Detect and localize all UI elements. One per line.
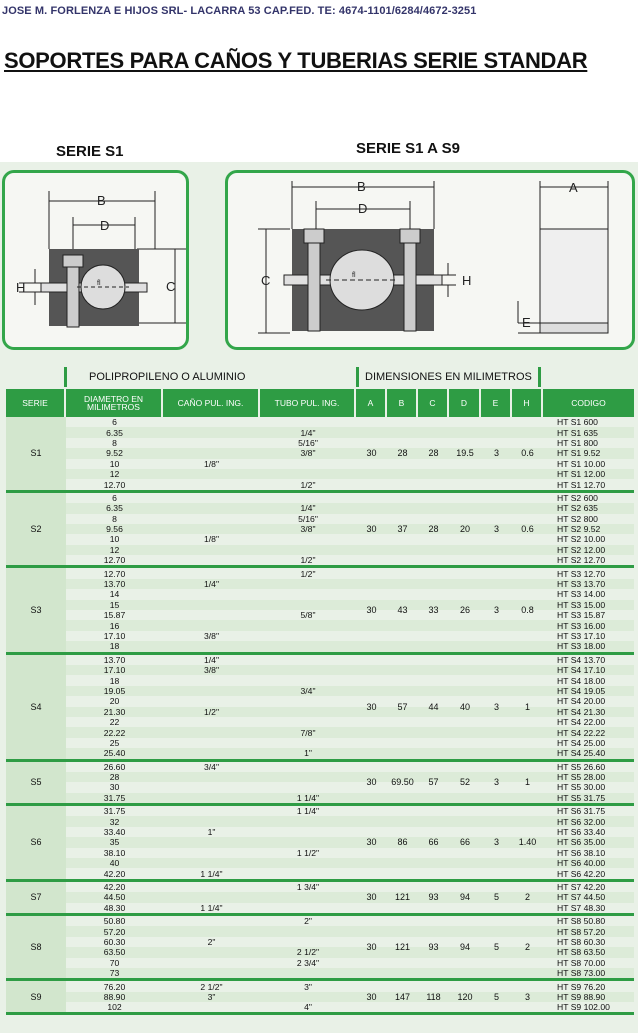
col-codigo: CODIGO	[543, 389, 634, 417]
diametro-cell: 10	[109, 458, 120, 469]
codigo-cell: HT S6 42.20	[557, 868, 606, 879]
dim-c-label-2: C	[261, 273, 271, 288]
dim-b-cell: 121	[394, 942, 411, 953]
diametro-cell: 26.60	[103, 761, 126, 772]
table-header	[6, 389, 634, 417]
codigo-cell: HT S9 88.90	[557, 991, 606, 1002]
dim-c-cell: 93	[428, 942, 439, 953]
table-section-s9	[6, 981, 634, 1015]
serie-label: S5	[6, 762, 66, 804]
diametro-cell: 12.70	[103, 568, 126, 579]
dim-b-cell: 121	[394, 892, 411, 903]
tubo-cell: 3"	[304, 981, 312, 992]
col-b: B	[387, 389, 418, 417]
codigo-cell: HT S4 22.22	[557, 727, 606, 738]
codigo-cell: HT S7 42.20	[557, 881, 606, 892]
dim-c-cell: 33	[428, 605, 439, 616]
codigo-cell: HT S1 12.00	[557, 469, 606, 480]
dim-a-cell: 30	[366, 524, 377, 535]
diametro-cell: 9.52	[106, 448, 123, 459]
codigo-cell: HT S7 44.50	[557, 892, 606, 903]
page-title: SOPORTES PARA CAÑOS Y TUBERIAS SERIE STANDAR	[4, 48, 588, 73]
dim-c-cell: 118	[426, 991, 441, 1002]
dim-a-label: A	[569, 180, 578, 195]
diametro-cell: 31.75	[103, 792, 126, 803]
diametro-cell: 17.10	[103, 631, 126, 641]
cano-cell: 1/2"	[204, 706, 219, 717]
serie-s1-heading: SERIE S1	[56, 143, 124, 160]
codigo-cell: HT S4 25.00	[557, 737, 606, 748]
tubo-cell: 5/8"	[300, 610, 316, 621]
codigo-cell: HT S6 40.00	[557, 858, 606, 869]
dim-h-cell: 0.6	[521, 524, 534, 535]
codigo-cell: HT S1 800	[557, 437, 598, 448]
dim-d-cell: 40	[459, 701, 470, 712]
diametro-cell: 42.20	[103, 868, 126, 879]
dim-c-cell: 28	[428, 448, 439, 459]
diametro-cell: 73	[109, 968, 120, 979]
diametro-cell: 6	[112, 492, 117, 503]
group-left-label: POLIPROPILENO O ALUMINIO	[89, 371, 246, 383]
cano-cell: 1/8"	[204, 458, 219, 469]
cano-cell: 1 1/4"	[200, 868, 223, 879]
dim-b-label-2: B	[357, 179, 366, 194]
dim-a-cell: 30	[366, 892, 377, 903]
codigo-cell: HT S5 28.00	[557, 772, 606, 783]
diametro-cell: 102	[107, 1002, 122, 1013]
codigo-cell: HT S3 17.10	[557, 631, 606, 641]
dim-d-cell: 66	[459, 837, 470, 848]
col-serie: SERIE	[6, 389, 66, 417]
codigo-cell: HT S1 635	[557, 427, 598, 438]
dim-d-cell: 52	[459, 777, 470, 788]
serie-label: S6	[6, 806, 66, 879]
cano-cell: 1/8"	[204, 534, 219, 545]
diametro-cell: 33.40	[103, 827, 126, 838]
codigo-cell: HT S3 15.00	[557, 599, 606, 610]
tubo-cell: 3/8"	[300, 524, 316, 535]
diametro-cell: 19.05	[103, 685, 126, 696]
codigo-cell: HT S8 50.80	[557, 916, 606, 927]
tubo-cell: 1/2"	[300, 568, 316, 579]
cano-cell: 2"	[207, 936, 216, 947]
company-info: JOSE M. FORLENZA E HIJOS SRL- LACARRA 53 CAP.FED. TE: 4674-1101/6284/4672-3251	[2, 5, 477, 17]
dim-h-cell: 2	[524, 942, 530, 953]
diametro-cell: 70	[109, 957, 120, 968]
tubo-cell: 1/2"	[300, 479, 316, 490]
dim-a-cell: 30	[366, 991, 377, 1002]
dim-h-cell: 1.40	[518, 837, 537, 848]
codigo-cell: HT S6 35.00	[557, 837, 606, 848]
table-section-s7	[6, 882, 634, 916]
diametro-cell: 14	[109, 589, 120, 600]
dim-h-cell: 0.8	[521, 605, 534, 616]
dim-a-cell: 30	[366, 605, 377, 616]
codigo-cell: HT S4 17.10	[557, 665, 606, 676]
tubo-cell: 3/4"	[300, 685, 316, 696]
tubo-cell: 1 1/4"	[296, 806, 320, 817]
codigo-cell: HT S8 60.30	[557, 936, 606, 947]
diametro-cell: 25.40	[103, 748, 126, 759]
serie-label: S9	[6, 981, 66, 1012]
diametro-cell: 88.90	[103, 991, 126, 1002]
diametro-cell: 15.87	[103, 610, 126, 621]
diametro-cell: 13.70	[103, 579, 126, 590]
dim-h-cell: 3	[524, 991, 530, 1002]
dim-d-cell: 20	[459, 524, 470, 535]
diametro-cell: 57.20	[103, 926, 126, 937]
dim-b-cell: 147	[394, 991, 411, 1002]
cano-cell: 1"	[207, 827, 216, 838]
col-diametro: DIAMETRO EN MILIMETROS	[66, 389, 163, 417]
table-group-header	[6, 367, 634, 389]
cano-cell: 1/4"	[204, 579, 219, 590]
tubo-cell: 1/4"	[300, 427, 316, 438]
codigo-cell: HT S3 16.00	[557, 620, 606, 631]
codigo-cell: HT S8 70.00	[557, 957, 606, 968]
codigo-cell: HT S2 635	[557, 503, 598, 514]
dim-h-label-2: H	[462, 273, 472, 288]
dim-e-cell: 5	[493, 892, 499, 903]
diametro-cell: 50.80	[103, 916, 126, 927]
cano-cell: 1/4"	[204, 654, 219, 665]
codigo-cell: HT S3 18.00	[557, 641, 606, 652]
table-section-s3	[6, 568, 634, 654]
diametro-cell: 22	[109, 717, 120, 728]
diametro-cell: 28	[109, 772, 120, 783]
dim-e-label: E	[522, 315, 531, 330]
codigo-cell: HT S2 600	[557, 492, 598, 503]
tubo-cell: 1 3/4"	[296, 881, 320, 892]
codigo-cell: HT S4 22.00	[557, 717, 606, 728]
s1-s9-diagram-panel	[225, 170, 635, 350]
dim-e-cell: 3	[493, 777, 499, 788]
serie-label: S7	[6, 882, 66, 913]
cano-cell: 3/8"	[204, 665, 219, 676]
codigo-cell: HT S3 13.70	[557, 579, 606, 590]
codigo-cell: HT S5 30.00	[557, 782, 606, 793]
diametro-cell: 8	[112, 437, 117, 448]
dim-c-cell: 28	[428, 524, 439, 535]
cano-cell: 3/4"	[204, 761, 219, 772]
dim-e-cell: 5	[493, 991, 499, 1002]
table-section-s1	[6, 417, 634, 493]
diametro-cell: 63.50	[103, 947, 126, 958]
diametro-cell: 12.70	[103, 555, 126, 566]
diametro-cell: 22.22	[103, 727, 126, 738]
tubo-cell: 7/8"	[300, 727, 316, 738]
diametro-cell: 18	[109, 641, 120, 652]
group-bar	[538, 367, 541, 387]
dim-h-cell: 2	[524, 892, 530, 903]
diametro-cell: 9.56	[106, 524, 123, 535]
diametro-cell: 6.35	[106, 427, 123, 438]
tubo-cell: 1"	[304, 748, 312, 759]
codigo-cell: HT S1 10.00	[557, 458, 606, 469]
tubo-cell: 1 1/4"	[296, 792, 320, 803]
codigo-cell: HT S2 12.70	[557, 555, 606, 566]
tubo-cell: 1 1/2"	[296, 847, 320, 858]
dim-d-cell: 26	[459, 605, 470, 616]
diametro-cell: 40	[109, 858, 120, 869]
dim-b-cell: 28	[397, 448, 408, 459]
dim-b-cell: 57	[397, 701, 408, 712]
dim-b-cell: 86	[397, 837, 408, 848]
codigo-cell: HT S2 800	[557, 513, 598, 524]
serie-s1-s9-heading: SERIE S1 A S9	[356, 140, 460, 157]
dim-h-cell: 1	[524, 701, 530, 712]
dim-b-cell: 37	[397, 524, 408, 535]
codigo-cell: HT S9 102.00	[557, 1002, 610, 1013]
diametro-cell: 20	[109, 696, 120, 707]
dim-h-cell: 0.6	[521, 448, 534, 459]
dim-h-label: H	[16, 280, 26, 295]
diametro-cell: 17.10	[103, 665, 126, 676]
dim-fl-label: fl	[97, 280, 101, 287]
serie-label: S1	[6, 417, 66, 490]
tubo-cell: 2 1/2"	[296, 947, 320, 958]
dim-a-cell: 30	[366, 448, 377, 459]
codigo-cell: HT S6 31.75	[557, 806, 606, 817]
dim-a-cell: 30	[366, 837, 377, 848]
serie-label: S8	[6, 916, 66, 978]
dim-e-cell: 3	[493, 701, 499, 712]
table-section-s8	[6, 916, 634, 981]
codigo-cell: HT S3 15.87	[557, 610, 606, 621]
diametro-cell: 38.10	[103, 847, 126, 858]
dim-c-cell: 93	[428, 892, 439, 903]
col-c: C	[418, 389, 449, 417]
diametro-cell: 42.20	[103, 881, 126, 892]
dim-b-cell: 43	[397, 605, 408, 616]
codigo-cell: HT S3 12.70	[557, 568, 606, 579]
diametro-cell: 16	[109, 620, 120, 631]
dim-h-cell: 1	[524, 777, 530, 788]
dim-a-cell: 30	[366, 777, 377, 788]
dim-e-cell: 3	[493, 605, 499, 616]
codigo-cell: HT S4 18.00	[557, 675, 606, 686]
codigo-cell: HT S2 10.00	[557, 534, 606, 545]
tubo-cell: 3/8"	[300, 448, 316, 459]
codigo-cell: HT S4 25.40	[557, 748, 606, 759]
s1-drawing	[5, 173, 186, 347]
diametro-cell: 15	[109, 599, 120, 610]
diametro-cell: 12.70	[103, 479, 126, 490]
tubo-cell: 5/16"	[298, 437, 318, 448]
dim-c-label: C	[166, 279, 176, 294]
codigo-cell: HT S6 38.10	[557, 847, 606, 858]
tubo-cell: 1/2"	[300, 555, 316, 566]
diametro-cell: 8	[112, 513, 117, 524]
dim-a-cell: 30	[366, 701, 377, 712]
col-cano: CAÑO PUL. ING.	[163, 389, 260, 417]
codigo-cell: HT S1 600	[557, 417, 598, 428]
diametro-cell: 32	[109, 816, 120, 827]
codigo-cell: HT S1 9.52	[557, 448, 601, 459]
table-section-s5	[6, 762, 634, 807]
codigo-cell: HT S3 14.00	[557, 589, 606, 600]
diametro-cell: 18	[109, 675, 120, 686]
diametro-cell: 6.35	[106, 503, 123, 514]
dim-c-cell: 66	[428, 837, 439, 848]
serie-label: S2	[6, 493, 66, 566]
diametro-cell: 6	[112, 417, 117, 428]
serie-label: S3	[6, 568, 66, 651]
tubo-cell: 1/4"	[300, 503, 316, 514]
codigo-cell: HT S4 21.30	[557, 706, 606, 717]
tubo-cell: 5/16"	[298, 513, 318, 524]
dim-d-cell: 94	[459, 942, 470, 953]
dim-a-cell: 30	[366, 942, 377, 953]
dim-c-cell: 57	[428, 777, 439, 788]
cano-cell: 2 1/2"	[200, 981, 223, 992]
dim-e-cell: 3	[493, 448, 499, 459]
diametro-cell: 31.75	[103, 806, 126, 817]
dim-d-label-2: D	[358, 201, 368, 216]
diametro-cell: 12	[109, 469, 120, 480]
col-a: A	[356, 389, 387, 417]
group-right-label: DIMENSIONES EN MILIMETROS	[365, 371, 532, 383]
codigo-cell: HT S6 33.40	[557, 827, 606, 838]
supports-table	[6, 367, 634, 1015]
dim-d-label: D	[100, 218, 110, 233]
group-polipropileno	[64, 367, 354, 387]
dim-d-cell: 120	[457, 991, 473, 1002]
table-section-s4	[6, 655, 634, 762]
dim-fl-label-2: fl	[352, 272, 356, 279]
diametro-cell: 44.50	[103, 892, 126, 903]
tubo-cell: 2"	[304, 916, 312, 927]
serie-label: S4	[6, 655, 66, 759]
tubo-cell: 2 3/4"	[296, 957, 320, 968]
col-h: H	[512, 389, 543, 417]
diametro-cell: 10	[109, 534, 120, 545]
codigo-cell: HT S4 20.00	[557, 696, 606, 707]
group-bar	[64, 367, 67, 387]
table-section-s2	[6, 493, 634, 569]
codigo-cell: HT S6 32.00	[557, 816, 606, 827]
dim-d-cell: 19.5	[456, 448, 474, 459]
codigo-cell: HT S5 26.60	[557, 761, 606, 772]
col-tubo: TUBO PUL. ING.	[260, 389, 356, 417]
diametro-cell: 60.30	[103, 936, 126, 947]
codigo-cell: HT S8 73.00	[557, 968, 606, 979]
cano-cell: 1 1/4"	[200, 902, 223, 913]
codigo-cell: HT S1 12.70	[557, 479, 606, 490]
codigo-cell: HT S9 76.20	[557, 981, 606, 992]
codigo-cell: HT S5 31.75	[557, 792, 606, 803]
col-d: D	[449, 389, 481, 417]
codigo-cell: HT S8 63.50	[557, 947, 606, 958]
diametro-cell: 25	[109, 737, 120, 748]
dim-c-cell: 44	[428, 701, 439, 712]
codigo-cell: HT S8 57.20	[557, 926, 606, 937]
col-e: E	[481, 389, 512, 417]
s1-diagram-panel	[2, 170, 189, 350]
codigo-cell: HT S4 19.05	[557, 685, 606, 696]
group-bar	[356, 367, 359, 387]
group-dimensiones	[356, 367, 546, 387]
dim-b-label: B	[97, 193, 106, 208]
diametro-cell: 35	[109, 837, 120, 848]
codigo-cell: HT S2 9.52	[557, 524, 601, 535]
codigo-cell: HT S2 12.00	[557, 544, 606, 555]
cano-cell: 3"	[207, 991, 216, 1002]
dim-e-cell: 5	[493, 942, 499, 953]
codigo-cell: HT S4 13.70	[557, 654, 606, 665]
diametro-cell: 30	[109, 782, 120, 793]
diametro-cell: 12	[109, 544, 120, 555]
dim-d-cell: 94	[459, 892, 470, 903]
dim-e-cell: 3	[493, 524, 499, 535]
table-section-s6	[6, 806, 634, 882]
diametro-cell: 13.70	[103, 654, 126, 665]
table-body	[6, 417, 634, 1015]
diametro-cell: 48.30	[103, 902, 126, 913]
dim-b-cell: 69.50	[391, 777, 414, 788]
cano-cell: 3/8"	[204, 631, 219, 641]
s1-s9-drawing	[228, 173, 632, 347]
tubo-cell: 4"	[304, 1002, 312, 1013]
diametro-cell: 76.20	[103, 981, 126, 992]
diametro-cell: 21.30	[103, 706, 126, 717]
dim-e-cell: 3	[493, 837, 499, 848]
codigo-cell: HT S7 48.30	[557, 902, 606, 913]
